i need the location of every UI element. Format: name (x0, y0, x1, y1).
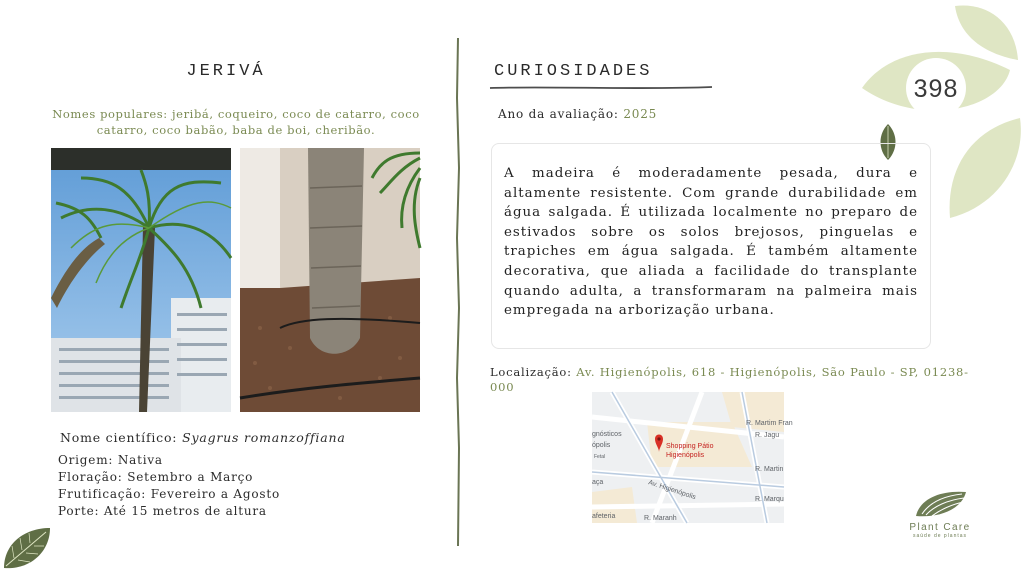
plant-facts (58, 452, 280, 520)
curiosity-text: A madeira é moderadamente pesada, dura e altamente resistente. Com grande durabilidade em água salgada. É utilizada localmente no preparo de estivados sobre os solos brejosos, pinguelas e trapiches em água salgada. É também altamente decorativa, que aliada a facilidade do transplante quando adulta, a transformaram na palmeira mais empregada na arborização urbana. (504, 166, 918, 319)
map-street-jaguaribe: R. Jagu (755, 432, 780, 439)
popular-names: Nomes populares: jeribá, coqueiro, coco de catarro, coco catarro, coco babão, baba de boi, cheribão. (52, 107, 420, 137)
map-label-afeteria: afeteria (592, 513, 616, 520)
curiosity-card (491, 143, 931, 349)
location (490, 365, 980, 395)
leaf-logo-icon (912, 488, 968, 520)
map-place-name-2: Higienópolis (666, 452, 705, 459)
palm-trunk-photo (240, 148, 420, 412)
year-value: 2025 (623, 107, 658, 121)
fact-flowering: Floração: Setembro a Março (58, 470, 254, 484)
brand-logo (900, 488, 980, 539)
map-label-apa: aça (592, 479, 604, 486)
map-place-name: Shopping Pátio (666, 443, 714, 450)
brand-tagline: saúde de plantas (912, 533, 968, 539)
scientific-label: Nome científico: (60, 430, 178, 445)
curiosities-title: CURIOSIDADES (494, 62, 653, 81)
fact-fruiting: Frutificação: Fevereiro a Agosto (58, 487, 281, 501)
brand-name: Plant Care (909, 522, 971, 533)
evaluation-year (498, 107, 657, 121)
vertical-divider (453, 38, 463, 546)
location-value: Av. Higienópolis, 618 - Higienópolis, São Paulo - SP, 01238-000 (490, 365, 969, 394)
map-street-martin-fran: R. Martim Fran (746, 420, 793, 427)
map-street-marq: R. Marqu (755, 496, 784, 503)
page-number-badge: 398 (913, 74, 959, 103)
fact-origin: Origem: Nativa (58, 453, 163, 467)
palm-canopy-photo (51, 148, 231, 412)
map-street-maranhao: R. Maranh (644, 515, 677, 522)
map-label-gnosticos: gnósticos (592, 431, 622, 438)
location-label: Localização: (490, 365, 572, 379)
fact-size: Porte: Até 15 metros de altura (58, 504, 267, 518)
year-label: Ano da avaliação: (498, 107, 619, 121)
map-label-polis: ópolis (592, 442, 611, 449)
scientific-name (60, 430, 346, 445)
scientific-value: Syagrus romanzoffiana (182, 430, 346, 445)
map-street-martin: R. Martin (755, 466, 784, 473)
title-underline (490, 84, 712, 92)
decorative-leaf-bottom-left (0, 522, 56, 576)
map-label-fetal: Fetal (594, 454, 606, 460)
location-map[interactable] (592, 392, 793, 523)
map-avenue: Av. Higienópolis (647, 479, 697, 502)
plant-title: JERIVÁ (186, 62, 266, 81)
